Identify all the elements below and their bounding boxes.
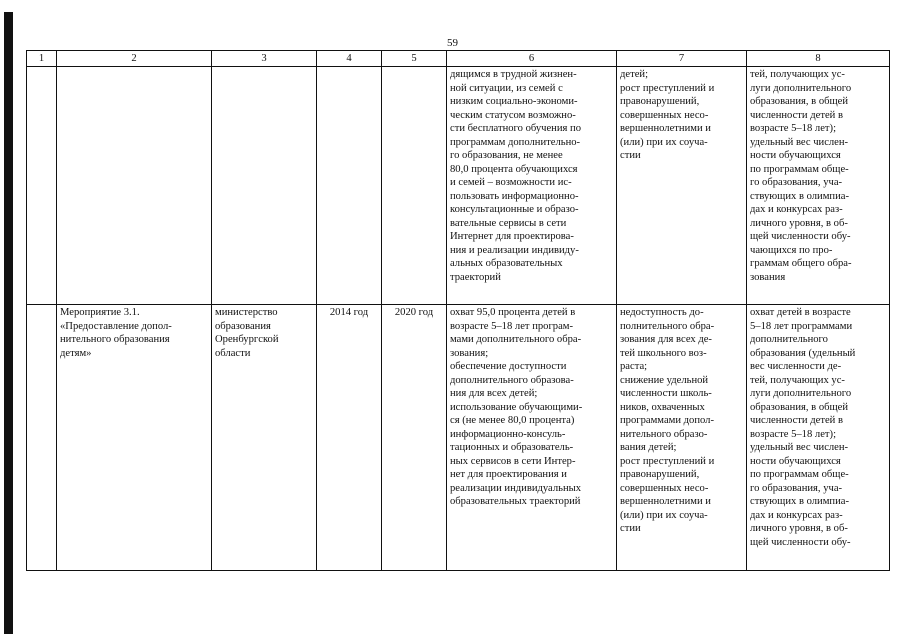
table-row [27, 305, 890, 571]
row1-indicators: тей, получающих ус- луги дополнительного образования, в общей численности детей в возрасте 5–18 лет); удельный вес числен- ности обучающихся по программам обще- го образования, уча- ствующих в олимпиа- дах и конкурсах раз- личного уровня, в об- щей численности обу- чающихся по про- граммам общего обра- зования [747, 67, 890, 305]
row1-cell-5 [382, 67, 447, 305]
row2-indicators: охват детей в возрасте 5–18 лет программами дополнительного образования (удельный вес численности де- тей, получающих ус- луги дополнительного образования, в общей численности детей в возрасте 5–18 лет); удельный вес числен- ности обучающихся по программам обще- го образования, уча- ствующих в олимпиа- дах и конкурсах раз- личного уровня, в об- щей численности обу- [747, 305, 890, 571]
header-cell-8: 8 [747, 51, 890, 67]
row2-expected-results: охват 95,0 процента детей в возрасте 5–18 лет програм- мами дополнительного обра- зования; обеспечение доступности дополнительного образова- ния для всех детей; использование обучающими- ся (не менее 80,0 процента) информационно-консуль- тационных и образователь- ных сервисов в сети Интер- нет для проектирования и реализации индивидуальных образовательных траекторий [447, 305, 617, 571]
row2-executor: министерство образования Оренбургской области [212, 305, 317, 571]
header-cell-5: 5 [382, 51, 447, 67]
row2-activity-name: Мероприятие 3.1. «Предоставление допол- нительного образования детям» [57, 305, 212, 571]
row1-expected-results: дящимся в трудной жизнен- ной ситуации, из семей с низким социально-экономи- ческим статусом возможно- сти бесплатного обучения по программам дополнительно- го образования, не менее 80,0 процента обучающихся и семей – возможности ис- пользовать информационно- консультационные и образо- вательные сервисы в сети Интернет для проектирова- ния и реализации индивиду- альных образовательных траекторий [447, 67, 617, 305]
row1-cell-4 [317, 67, 382, 305]
row1-consequences: детей; рост преступлений и правонарушений, совершенных несо- вершеннолетними и (или) при их соуча- стии [617, 67, 747, 305]
page-number: 59 [447, 37, 458, 49]
row1-cell-1 [27, 67, 57, 305]
header-cell-2: 2 [57, 51, 212, 67]
header-cell-4: 4 [317, 51, 382, 67]
table-row [27, 67, 890, 305]
header-cell-6: 6 [447, 51, 617, 67]
row2-consequences: недоступность до- полнительного обра- зования для всех де- тей школьного воз- раста; снижение удельной численности школь- ников, охваченных программами допол- нительного образо- вания детей; рост преступлений и правонарушений, совершенных несо- вершеннолетними и (или) при их соуча- стии [617, 305, 747, 571]
row2-cell-1 [27, 305, 57, 571]
binding-edge [4, 12, 13, 634]
row1-cell-3 [212, 67, 317, 305]
header-cell-3: 3 [212, 51, 317, 67]
row2-end-year: 2020 год [382, 305, 447, 571]
header-cell-7: 7 [617, 51, 747, 67]
row2-start-year: 2014 год [317, 305, 382, 571]
header-cell-1: 1 [27, 51, 57, 67]
program-table [26, 50, 890, 571]
row1-cell-2 [57, 67, 212, 305]
header-row [27, 51, 890, 67]
